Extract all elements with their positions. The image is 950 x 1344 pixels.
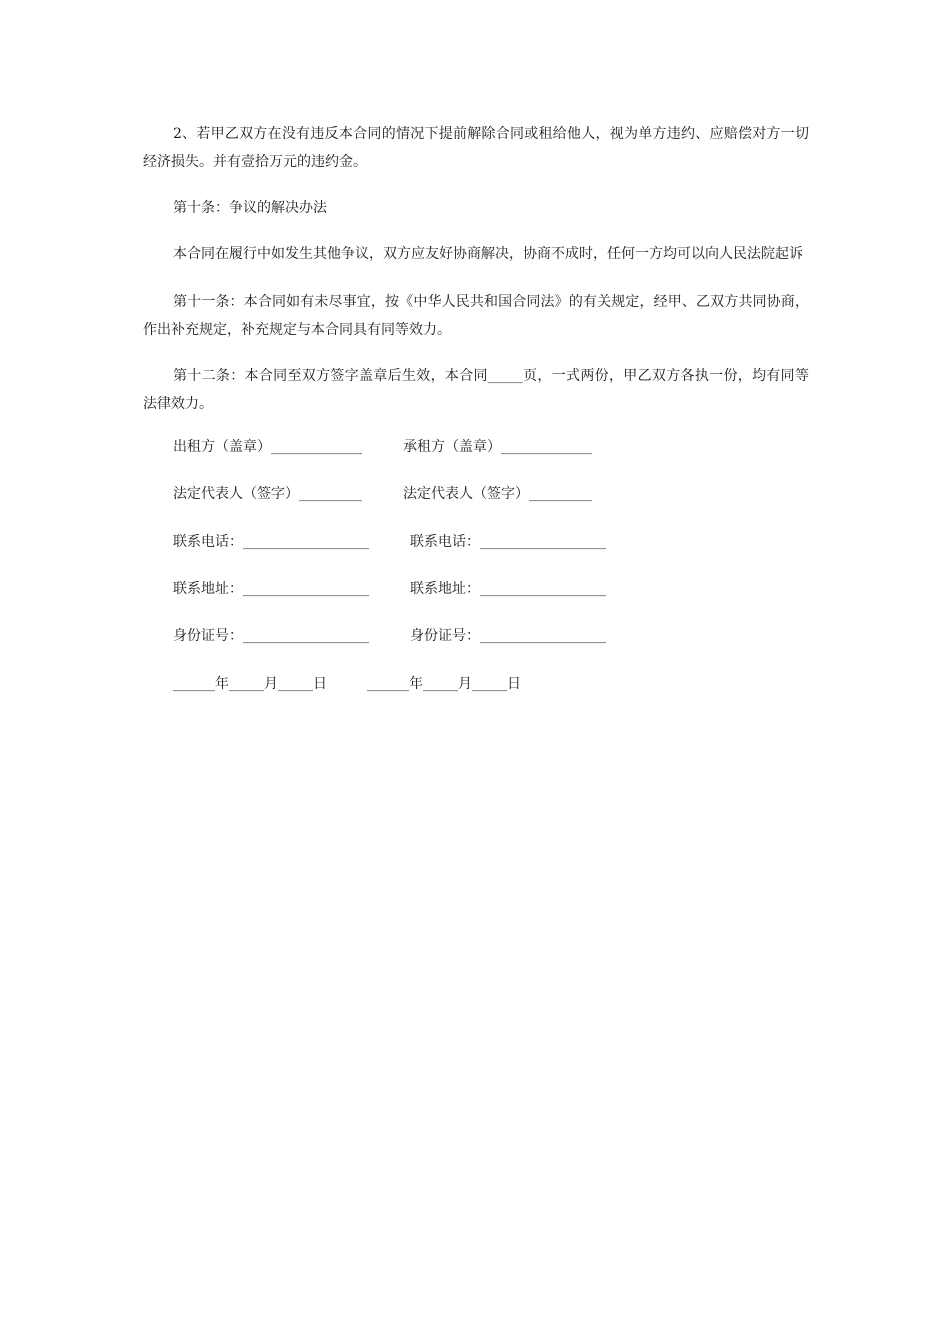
lessor-date-field: ______年_____月_____日 [173,676,327,692]
clause-12-text: 第十二条：本合同至双方签字盖章后生效，本合同_____页，一式两份，甲乙双方各执一份，均有同等法律效力。 [143,368,809,412]
lessee-id-field: 身份证号：__________________ [410,628,606,644]
clause-11-text: 第十一条：本合同如有未尽事宜，按《中华人民共和国合同法》的有关规定，经甲、乙双方共同协商，作出补充规定，补充规定与本合同具有同等效力。 [143,294,809,338]
lessor-id-field: 身份证号：__________________ [173,628,369,644]
lessee-date-field: ______年_____月_____日 [367,676,521,692]
lessee-phone-field: 联系电话：__________________ [410,534,606,550]
lessee-address-field: 联系地址：__________________ [410,581,606,597]
clause-early-termination: 2、若甲乙双方在没有违反本合同的情况下提前解除合同或租给他人，视为单方违约、应赔偿对方一切经济损失。并有壹拾万元的违约金。 [143,126,809,170]
lessee-representative-field: 法定代表人（签字）_________ [403,486,592,502]
lessor-seal-field: 出租方（盖章）_____________ [173,439,362,455]
lessor-address-field: 联系地址：__________________ [173,581,369,597]
contract-body [143,120,809,418]
lessee-seal-field: 承租方（盖章）_____________ [403,439,592,455]
lessor-phone-field: 联系电话：__________________ [173,534,369,550]
clause-10-heading: 第十条：争议的解决办法 [173,200,327,216]
clause-10-text: 本合同在履行中如发生其他争议，双方应友好协商解决，协商不成时，任何一方均可以向人民法院起诉 [173,246,803,262]
lessor-representative-field: 法定代表人（签字）_________ [173,486,362,502]
